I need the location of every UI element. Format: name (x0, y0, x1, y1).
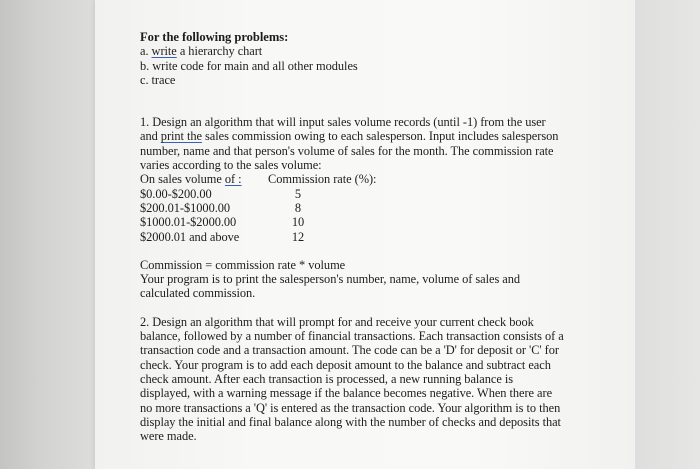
spacer (140, 301, 580, 315)
problem1-line3: number, name and that person's volume of sales for the month. The commission rate (140, 143, 554, 158)
background-shade (635, 0, 700, 469)
table-rate: 10 (291, 215, 305, 230)
problem1-line1: 1. Design an algorithm that will input sales volume records (until -1) from the user (140, 115, 546, 130)
problem2-line: check. Your program is to add each deposit amount to the balance and subtract each (140, 357, 551, 372)
table-rate: 5 (294, 186, 302, 201)
document-content (140, 30, 580, 443)
task-a-rest: a hierarchy chart (176, 44, 263, 59)
problem2-line: displayed, with a warning message if the balance becomes negative. When there are (140, 386, 553, 401)
table-header-volume-text: On sales volume (140, 172, 225, 187)
problem2-line: transaction code and a transaction amount. The code can be a 'D' for deposit or 'C' for (140, 343, 559, 358)
problem1-output-line1: Your program is to print the salesperson's number, name, volume of sales and (140, 272, 521, 287)
commission-table (140, 172, 580, 243)
task-a-prefix: a. (140, 44, 152, 59)
problem-1 (140, 115, 580, 301)
problem1-line2-prefix: and (140, 129, 161, 144)
problem2-line: 2. Design an algorithm that will prompt for and receive your current check book (140, 314, 534, 329)
table-rate: 8 (294, 200, 302, 215)
table-header-rate: Commission rate (%): (268, 172, 377, 187)
table-range: $0.00-$200.00 (140, 186, 212, 201)
table-range: $2000.01 and above (140, 229, 240, 244)
problem1-line2 (140, 129, 580, 143)
formula: Commission = commission rate * volume (140, 257, 346, 272)
problem1-output-line2: calculated commission. (140, 286, 256, 301)
table-range: $200.01-$1000.00 (140, 200, 231, 215)
spacer (140, 244, 580, 258)
problem-2 (140, 315, 580, 444)
problem2-line: balance, followed by a number of financial transactions. Each transaction consists of a (140, 329, 564, 344)
table-header-volume (140, 172, 268, 186)
heading: For the following problems: (140, 30, 289, 44)
problem2-line: display the initial and final balance along with the number of checks and deposits that (140, 414, 561, 429)
table-header-volume-link: of : (224, 172, 242, 187)
task-c: c. trace (140, 72, 176, 87)
problem1-line2-link: print the (160, 129, 202, 144)
problem2-line: were made. (140, 429, 197, 444)
problem2-line: no more transactions a 'Q' is entered as the transaction code. Your algorithm is to then (140, 400, 561, 415)
problem2-line: check amount. After each transaction is processed, a new running balance is (140, 371, 513, 386)
task-a (140, 44, 580, 58)
task-b: b. write code for main and all other modules (140, 58, 358, 73)
task-a-link: write (151, 44, 177, 59)
spacer (140, 101, 580, 115)
problem1-line2-rest: sales commission owing to each salesperson. Input includes salesperson (201, 129, 559, 144)
spacer (140, 87, 580, 101)
table-range: $1000.01-$2000.00 (140, 215, 237, 230)
table-rate: 12 (291, 229, 305, 244)
problem1-line4: varies according to the sales volume: (140, 158, 322, 173)
